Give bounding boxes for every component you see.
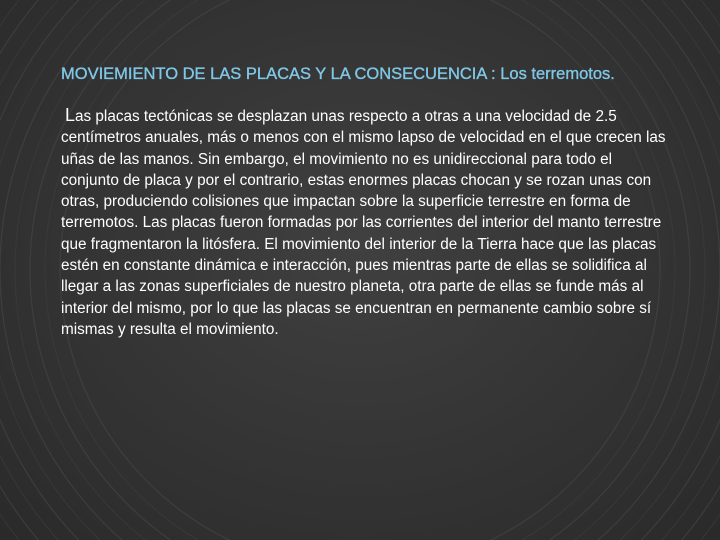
slide-content	[61, 63, 667, 340]
body-text: as placas tectónicas se desplazan unas respecto a otras a una velocidad de 2.5 centímetros anuales, más o menos con el mismo lapso de velocidad en el que crecen las uñas de las manos. Sin embargo, el movimiento no es unidireccional para todo el conjunto de placa y por el contrario, estas enormes placas chocan y se rozan unas con otras, produciendo colisiones que impactan sobre la superficie terrestre en forma de terremotos. Las placas fueron formadas por las corrientes del interior del manto terrestre que fragmentaron la litósfera. El movimiento del interior de la Tierra hace que las placas estén en constante dinámica e interacción, pues mientras parte de ellas se solidifica al llegar a las zonas superficiales de nuestro planeta, otra parte de ellas se funde más al interior del mismo, por lo que las placas se encuentran en permanente cambio sobre sí mismas y resulta el movimiento.	[61, 108, 666, 338]
slide-title: MOVIEMIENTO DE LAS PLACAS Y LA CONSECUENCIA : Los terremotos.	[61, 65, 615, 83]
body-first-letter: L	[65, 105, 76, 125]
slide-body-paragraph	[61, 105, 667, 340]
